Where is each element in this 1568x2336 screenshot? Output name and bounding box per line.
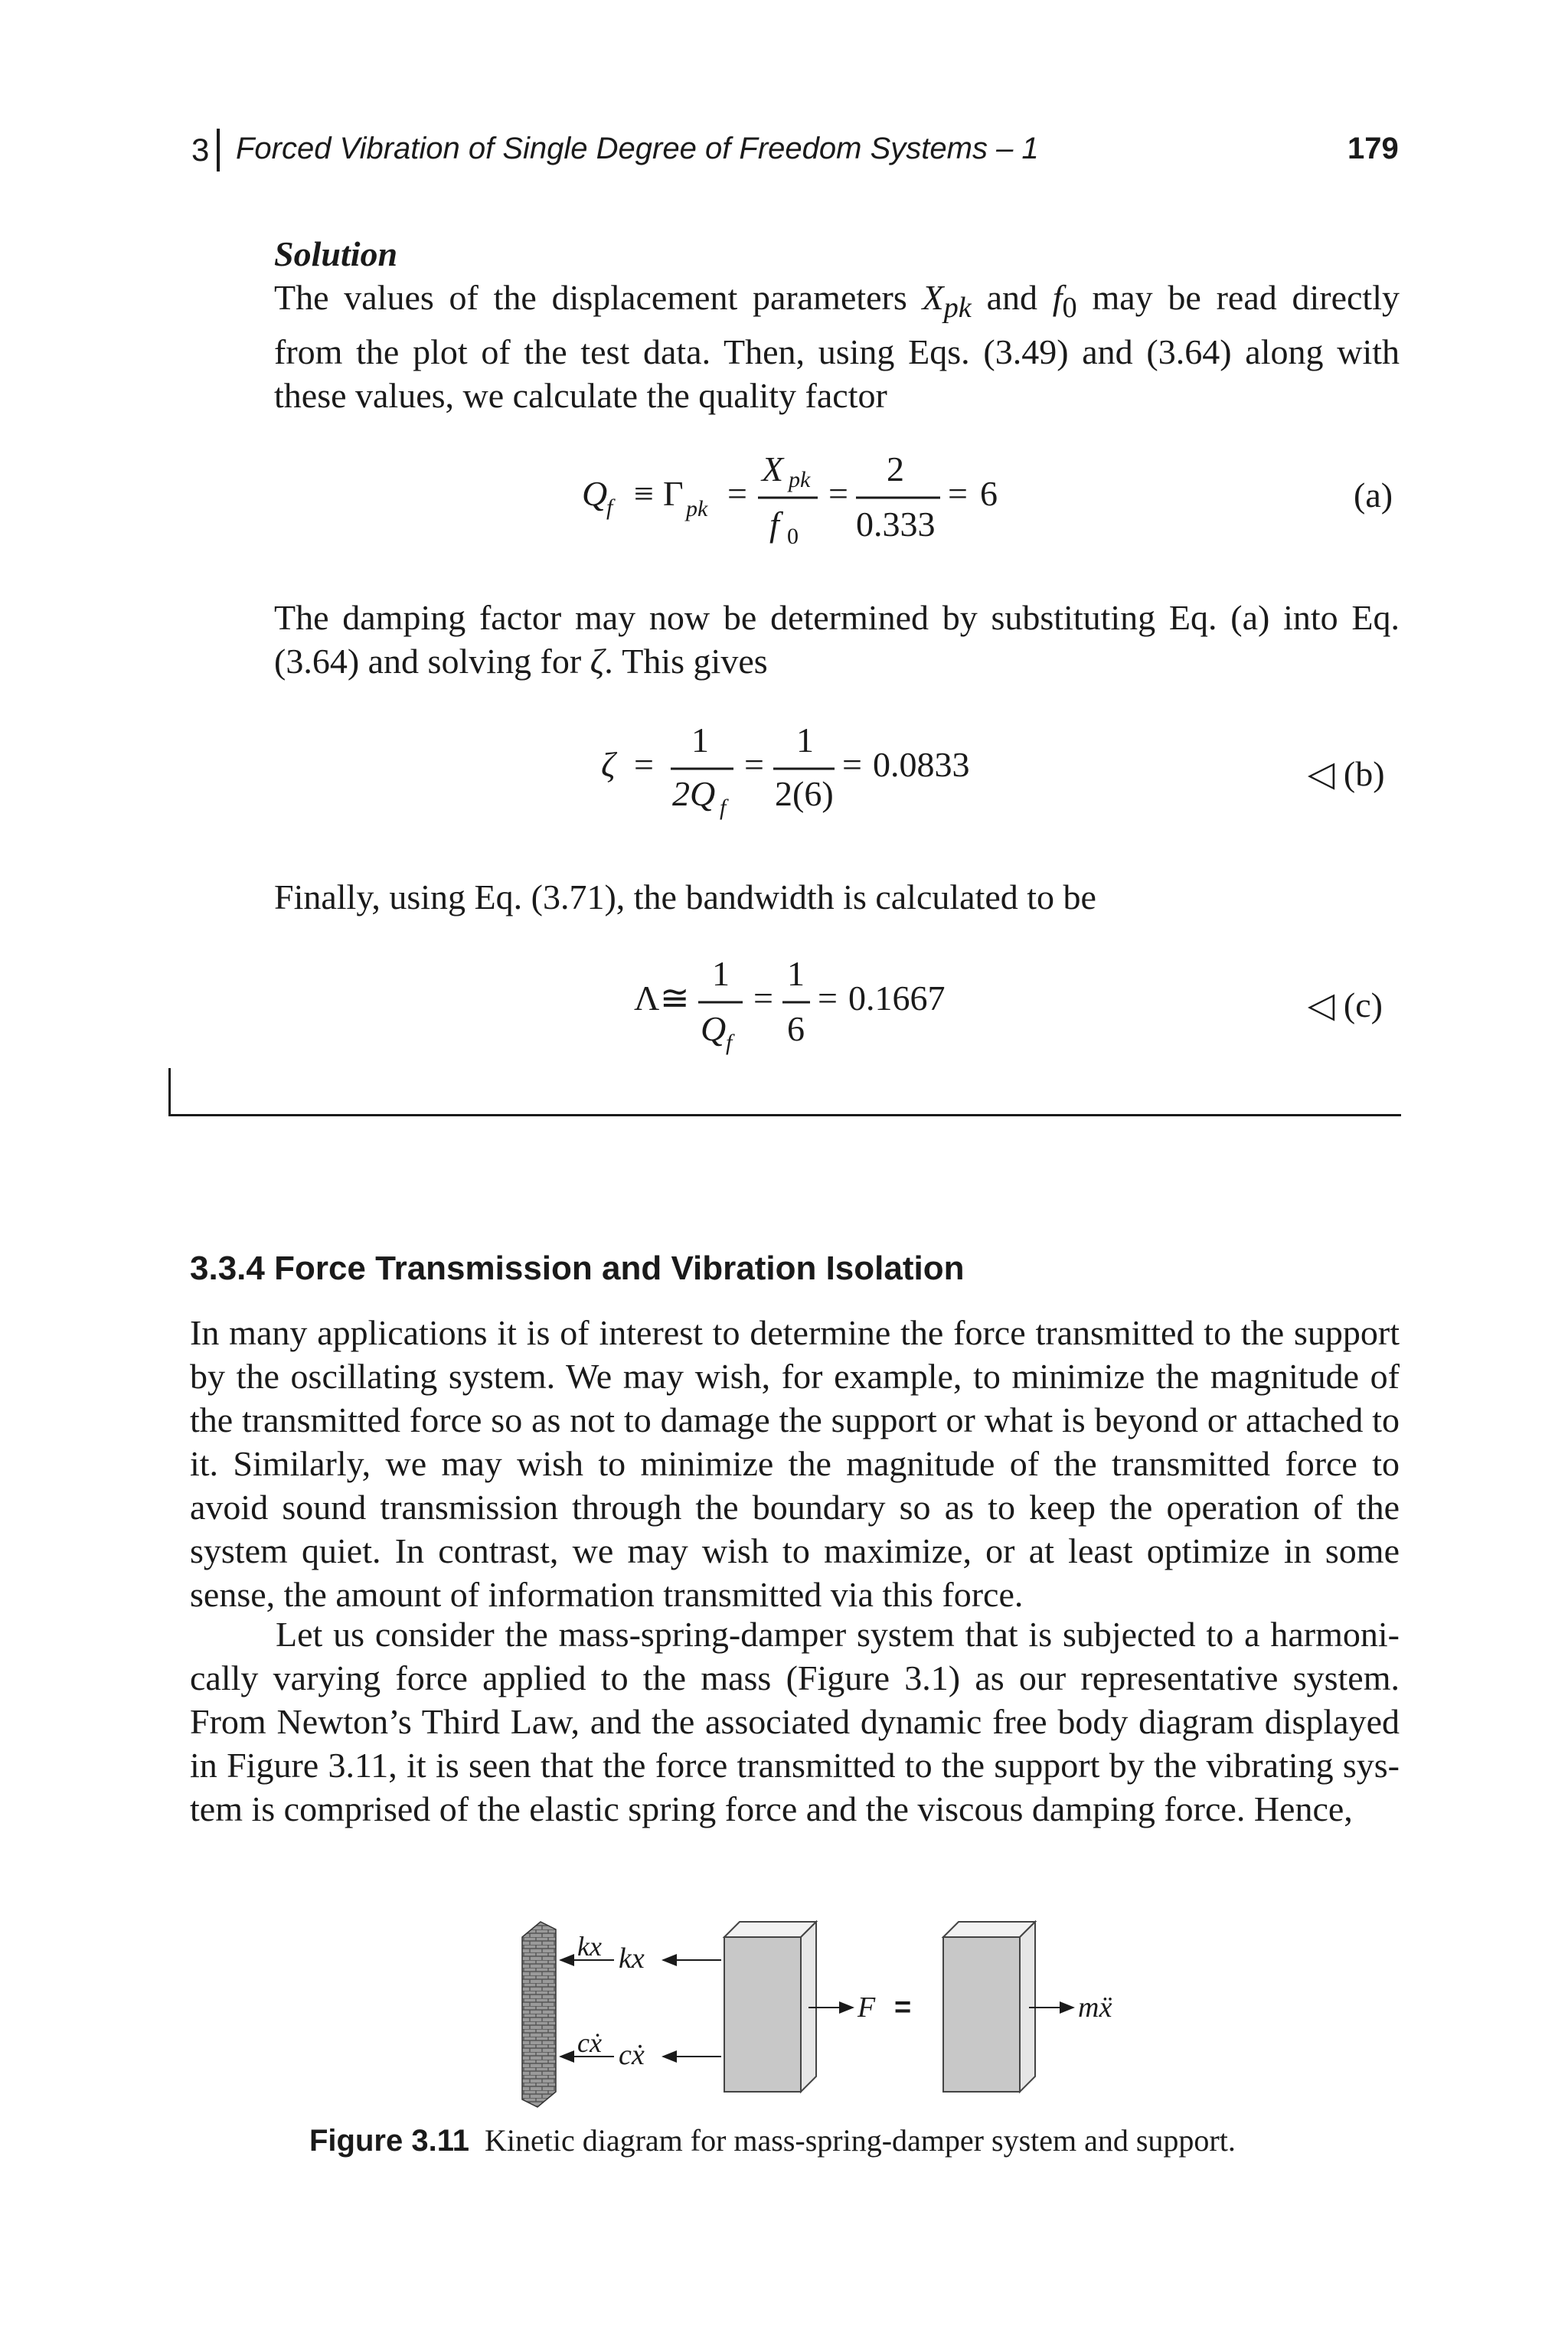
- sub-pk: pk: [943, 292, 972, 325]
- eq-a-eq3: =: [948, 474, 968, 513]
- mass-block-left: [724, 1922, 816, 2092]
- zeta-symbol: ζ: [590, 642, 605, 681]
- eq-a-label: (a): [1354, 475, 1393, 515]
- eq-c-approx: ≅: [660, 979, 690, 1018]
- eq-c-den1-sub: f: [726, 1030, 733, 1055]
- label-kx: kx: [619, 1942, 645, 1975]
- damping-part: The damping factor may now be determined by substituting Eq. (a) into Eq. (3.64) and solving for: [274, 598, 1400, 681]
- eq-b-result: 0.0833: [873, 745, 970, 784]
- support-wall: [522, 1922, 556, 2107]
- eq-c-label: ◁ (c): [1308, 985, 1383, 1024]
- chapter-number: 3: [191, 132, 210, 168]
- intro-part: may be read directly from the plot of the test data. Then, using Eqs. (3.49) and (3.64) along with these values, we calculate the quality factor: [274, 278, 1400, 416]
- label-mx: mẍ: [1078, 1991, 1112, 2024]
- eq-a-lhs: Q: [582, 474, 608, 513]
- section-paragraph-1: In many applications it is of interest to determine the force transmitted to the support by the oscillating system. We may wish, for example, to minimize the magnitude of the transmitted force so as not to damage the support or what is beyond or attached to it. Similarly, we may wish to minimize the magnitude of the transmitted force to avoid sound transmission through the boundary so as to keep the operation of the system quiet. In contrast, we may wish to maximize, or at least optimize in some sense, the amount of information transmitted via this force.: [190, 1313, 1400, 1614]
- label-f: F: [858, 1991, 876, 2024]
- equation-a: [0, 429, 1568, 567]
- page-number: 179: [1348, 132, 1399, 165]
- eq-a-lhs-sub: f: [606, 495, 613, 520]
- eq-c-eq3: =: [818, 979, 838, 1018]
- eq-b-num2: 1: [796, 720, 814, 760]
- eq-a-eq1: =: [727, 474, 747, 513]
- eq-a-num1: X: [762, 449, 784, 488]
- eq-b-den1-sub: f: [720, 795, 727, 820]
- figure-caption-text: Kinetic diagram for mass-spring-damper system and support.: [484, 2123, 1236, 2158]
- eq-a-den1: f: [769, 505, 779, 544]
- eq-b-den2: 2(6): [775, 774, 834, 813]
- eq-a-result: 6: [980, 474, 998, 513]
- example-end-rule: [168, 1114, 1401, 1116]
- eq-b-lhs: ζ: [601, 745, 616, 784]
- example-end-bracket-vertical: [168, 1068, 171, 1116]
- eq-c-den1: Q: [701, 1009, 727, 1048]
- eq-b-eq2: =: [744, 745, 764, 784]
- eq-a-gamma: Γ: [663, 474, 684, 513]
- eq-a-num2: 2: [887, 449, 904, 488]
- eq-a-eq2: =: [828, 474, 848, 513]
- label-cx-wall: cẋ: [577, 2027, 602, 2058]
- eq-b-num1: 1: [691, 720, 709, 760]
- chapter-title: Forced Vibration of Single Degree of Freedom Systems – 1: [236, 132, 1039, 165]
- solution-intro: [274, 276, 1400, 417]
- sub-0: 0: [1062, 292, 1077, 325]
- eq-a-equiv: ≡: [634, 474, 654, 513]
- damping-text: [274, 596, 1400, 683]
- eq-a-gamma-sub: pk: [686, 496, 708, 521]
- header-divider: [217, 129, 220, 172]
- kinetic-diagram: [521, 1906, 1133, 2121]
- final-text: Finally, using Eq. (3.71), the bandwidth is calculated to be: [274, 877, 1096, 916]
- eq-c-den2: 6: [787, 1009, 805, 1048]
- eq-b-eq1: =: [634, 745, 654, 784]
- section-paragraph-2: Let us consider the mass-spring-damper system that is subjected to a harmoni-cally varying force applied to the mass (Figure 3.1) as our representative system. From Newton’s Third Law, and the associated dynamic free body diagram displayed in Figure 3.11, it is seen that the force transmitted to the support by the vibrating sys-tem is comprised of the elastic spring force and the viscous damping force. Hence,: [190, 1615, 1400, 1828]
- var-x: X: [922, 278, 944, 317]
- eq-c-result: 0.1667: [848, 979, 946, 1018]
- eq-a-num1-sub: pk: [789, 467, 811, 492]
- eq-b-eq3: =: [842, 745, 862, 784]
- label-cx: cẋ: [619, 2039, 645, 2071]
- eq-a-den2: 0.333: [856, 505, 936, 544]
- eq-b-den1: 2Q: [672, 774, 716, 813]
- eq-c-lhs: Λ: [634, 979, 660, 1018]
- section-heading: 3.3.4 Force Transmission and Vibration Isolation: [190, 1250, 965, 1287]
- eq-c-eq2: =: [753, 979, 773, 1018]
- intro-part: The values of the displacement parameters: [274, 278, 923, 317]
- solution-heading: Solution: [274, 234, 398, 273]
- damping-part: . This gives: [604, 642, 768, 681]
- mass-block-right: [943, 1922, 1035, 2092]
- eq-b-label: ◁ (b): [1308, 754, 1385, 793]
- intro-part: and: [971, 278, 1053, 317]
- eq-c-num2: 1: [787, 954, 805, 993]
- var-f: f: [1052, 278, 1063, 317]
- eq-c-num1: 1: [712, 954, 730, 993]
- eq-a-den1-sub: 0: [787, 524, 799, 549]
- label-kx-wall: kx: [577, 1931, 602, 1962]
- figure-caption: [309, 2122, 1236, 2158]
- figure-equals: =: [894, 1991, 912, 2024]
- figure-caption-label: Figure 3.11: [309, 2124, 469, 2158]
